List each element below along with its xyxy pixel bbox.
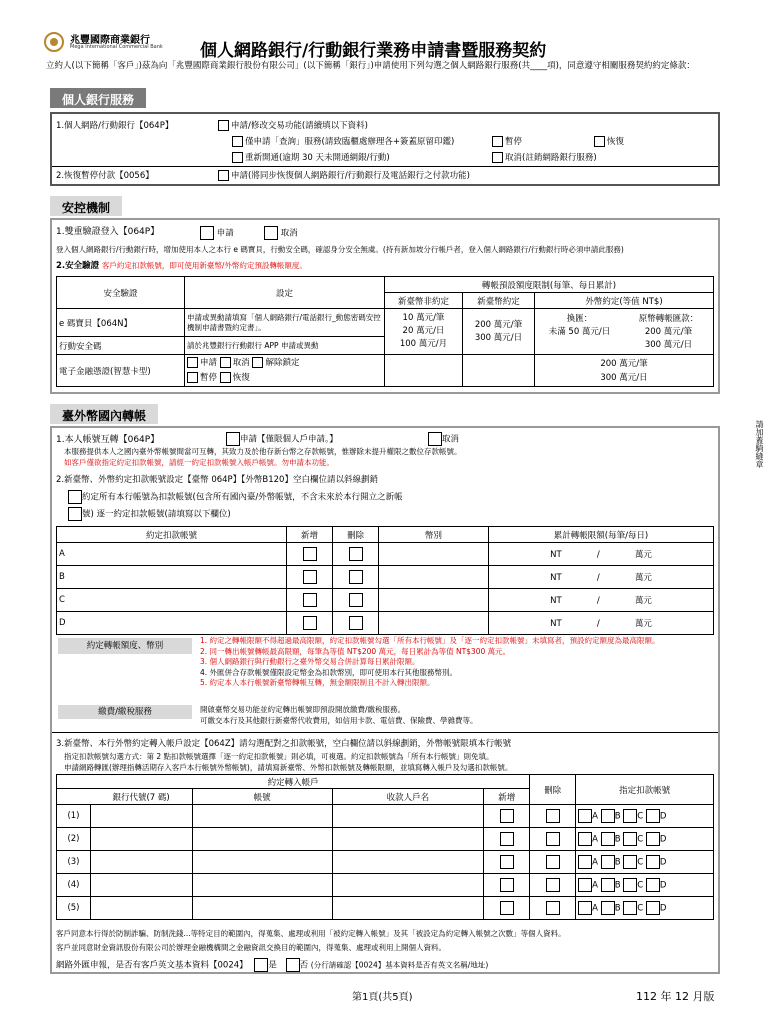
opt-d-label: D [659,834,667,845]
logo-name-en: Mega International Commercial Bank [70,44,163,50]
logo-name-zh: 兆豐國際商業銀行 [70,35,150,46]
slash: / [596,550,600,560]
suspend-checkbox[interactable] [492,136,503,147]
ntd-agreed-limits [463,309,535,355]
transfer-in-row-label: (2) [57,828,91,851]
row4-opt-d-checkbox[interactable] [646,878,660,892]
row1-designated-options [576,805,714,828]
opt-d-label: D [659,903,667,914]
query-only-checkbox[interactable] [232,136,243,147]
nt-label: NT [550,619,562,629]
mobile-code-setting: 請於兆豐銀行行動銀行 APP 申請或異動 [185,337,385,355]
fx-orig [624,311,713,352]
online-banking-apply-label: 申請/修改交易功能(請續填以下資料) [231,121,368,131]
cancel-service-label: 取消(註銷網路銀行服務) [505,153,597,163]
opt-b-label: B [614,857,621,868]
security-table [56,276,714,387]
debit-row-b [57,566,714,589]
limit-note: 1. 約定之轉帳限額不得超過最高限額，約定扣款帳號勾選「所有本行帳號」及「逐一約定扣款帳號」未填寫者，預設約定額度為最高限額。 [200,636,660,645]
payment-service-label: 繳費/繳稅服務 [58,705,192,719]
transfer-in-note-1: 指定扣款帳號勾選方式：第 2 點扣款帳號選擇「逐一約定扣款帳號」則必填，可複選。約定扣款帳號為「所有本行帳號」則免填。 [64,752,494,761]
fx-report-yes-checkbox[interactable] [254,958,268,972]
row3-add-checkbox[interactable] [500,855,514,869]
nt-label: NT [550,573,562,583]
reopen-checkbox[interactable] [232,152,243,163]
transfer-in-note-2: 申請網路轉匯(辦理指轉活期存入客戶本行帳號外幣帳號)，請填寫新臺幣、外幣扣款帳號及轉帳限額，並填寫轉入帳戶及勾選扣款帳號。 [64,763,513,772]
fx-report-no-label: 否 [299,960,309,971]
debit-c-limit[interactable] [489,589,714,612]
debit-b-limit[interactable] [489,566,714,589]
debit-a-currency-field[interactable] [379,543,489,566]
slash: / [596,573,600,583]
smartcard-suspend-label: 暫停 [200,372,218,383]
debit-c-currency-field[interactable] [379,589,489,612]
opt-a-label: A [592,834,598,845]
opt-b-label: B [614,811,621,822]
limit-notes [200,636,712,689]
restore-payment-label: 2.恢復暫停付款【0056】 [56,171,154,181]
payee-name-field[interactable] [332,805,484,828]
th-currency: 幣別 [379,527,489,543]
divider [52,166,718,167]
restore-label: 恢復 [607,137,625,147]
section-domestic-transfer: 臺外幣國內轉帳 [50,404,158,424]
th-debit-account: 約定扣款帳號 [57,527,287,543]
debit-row-label: D [57,612,287,635]
row5-opt-c-checkbox[interactable] [623,901,637,915]
ntd-nonagreed-1: 10 萬元/筆 [402,313,445,323]
all-accounts-checkbox[interactable] [68,490,82,504]
row5-opt-b-checkbox[interactable] [601,901,615,915]
section-security: 安控機制 [50,196,122,216]
opt-d-label: D [659,880,667,891]
self-transfer-cancel-checkbox[interactable] [428,432,442,446]
debit-row-label: C [57,589,287,612]
debit-c-add-checkbox[interactable] [303,593,317,607]
row2-opt-d-checkbox[interactable] [646,832,660,846]
payee-name-field[interactable] [332,851,484,874]
debit-a-delete-checkbox[interactable] [349,547,363,561]
row3-opt-c-checkbox[interactable] [623,855,637,869]
self-transfer-label: 1.本人帳號互轉【064P】 [56,435,160,445]
section-personal-banking: 個人銀行服務 [50,88,146,108]
payee-name-field[interactable] [332,828,484,851]
dual-auth-cancel-checkbox[interactable] [264,226,278,240]
bank-code-field[interactable] [90,851,192,874]
debit-b-add-checkbox[interactable] [303,570,317,584]
row4-opt-c-checkbox[interactable] [623,878,637,892]
th-payee-name: 收款人戶名 [332,789,484,805]
row1-delete-checkbox[interactable] [546,809,560,823]
th-limit: 轉帳預設額度限制(每筆、每日累計) [385,277,714,293]
th-designated: 指定扣款帳號 [576,775,714,805]
slash: / [596,619,600,629]
smartcard-apply-checkbox[interactable] [187,357,198,368]
slash: / [596,596,600,606]
transfer-in-row-2 [57,828,714,851]
debit-c-delete-checkbox[interactable] [349,593,363,607]
row3-opt-d-checkbox[interactable] [646,855,660,869]
smartcard-restore-checkbox[interactable] [220,372,231,383]
smartcard-cancel-label: 取消 [232,357,250,368]
dual-auth-cancel-label: 取消 [280,228,298,239]
divider [52,732,718,733]
smartcard-restore-label: 恢復 [232,372,250,383]
opt-a-label: A [592,811,598,822]
row2-opt-a-checkbox[interactable] [578,832,592,846]
unit-label: 萬元 [634,619,652,629]
opt-d-label: D [659,811,667,822]
restore-payment-apply-label: 申請(將同步恢復個人網路銀行/行動銀行及電話銀行之付款功能) [231,171,470,181]
transfer-in-row-label: (3) [57,851,91,874]
dual-auth-note: 登入個人網路銀行/行動銀行時，增加使用本人之本行 e 碼寶貝，行動安全碼，確認身分安全無虞。(持有新加坡分行帳戶者，登入個人網路銀行/行動銀行時必須申請此服務) [56,245,624,254]
account-field[interactable] [192,828,332,851]
nt-label: NT [550,550,562,560]
unit-label: 萬元 [634,573,652,583]
row5-add-checkbox[interactable] [500,901,514,915]
row2-add-checkbox[interactable] [500,832,514,846]
bank-code-field[interactable] [90,874,192,897]
th-fx-agreed: 外幣約定(等值 NT$) [535,293,714,309]
transfer-in-label: 3.新臺幣、本行外幣約定轉入帳戶設定【064Z】請勾選配對之扣款帳號，空白欄位請以斜線劃銷，外幣帳號限填本行帳號 [56,739,512,749]
bank-code-field[interactable] [90,805,192,828]
self-transfer-note: 本服務提供本人之國內臺外幣帳號間當可互轉，其致力及於他存新台幣之存款帳號，惟辦除未提升權限之數位存款帳號。 [64,447,462,456]
self-transfer-warning: 如客戶僅欲指定約定扣款帳號，請經一約定扣款帳號入帳戶帳號。勿申請本功能。 [64,458,334,467]
page-number: 第1頁(共5頁) [352,992,413,1003]
smartcard-cancel-checkbox[interactable] [220,357,231,368]
row4-opt-a-checkbox[interactable] [578,878,592,892]
account-field[interactable] [192,851,332,874]
fx-exchange [535,311,624,352]
row4-delete-checkbox[interactable] [546,878,560,892]
smartcard-unlock-checkbox[interactable] [252,357,263,368]
transfer-in-row-5 [57,897,714,920]
row1-opt-d-checkbox[interactable] [646,809,660,823]
limit-note: 3. 個人網路銀行與行動銀行之臺外幣交易合併計算每日累計限額。 [200,657,420,666]
restore-payment-checkbox[interactable] [218,170,229,181]
fx-agreed-limits [535,309,714,355]
th-ntd-nonagreed: 新臺幣非約定 [385,293,463,309]
opt-d-label: D [659,857,667,868]
transfer-in-row-1 [57,805,714,828]
th-delete: 刪除 [333,527,379,543]
th-bank-code: 銀行代號(7 碼) [90,789,192,805]
unit-label: 萬元 [634,550,652,560]
reopen-label: 重新開通(逾期 30 天未開通網銀/行動) [245,153,390,163]
self-transfer-apply-label: 申請【僅限個人戶申請。】 [240,434,338,445]
th-ntd-agreed: 新臺幣約定 [463,293,535,309]
fx-cert-2: 300 萬元/日 [600,372,648,383]
smartcard-fx-limits [535,355,714,387]
fx-orig-1: 200 萬元/筆 [644,327,693,337]
row2-delete-checkbox[interactable] [546,832,560,846]
row5-designated-options [576,897,714,920]
opt-c-label: C [637,903,644,914]
seal-note: 請加蓋騎縫章 [755,420,764,468]
ntd-nonagreed-limits [385,309,463,355]
opt-c-label: C [637,811,644,822]
specific-accounts-label: 號) 逐一約定扣款帳號(請填寫以下欄位) [82,509,231,520]
row3-delete-checkbox[interactable] [546,855,560,869]
specific-accounts-checkbox[interactable] [68,507,82,521]
fx-report-note: (分行請確認【0024】基本資料是否有英文名稱/地址) [310,960,489,970]
row2-designated-options [576,828,714,851]
smartcard-ntd-nonagreed [385,355,463,387]
mobile-code-name: 行動安全碼 [57,337,185,355]
smartcard-unlock-label: 解除鎖定 [265,357,300,368]
smartcard-ntd-agreed [463,355,535,387]
security-verify-note: 客戶約定扣款帳號，即可使用新臺幣/外幣約定預設轉帳額度。 [101,261,307,270]
limit-note: 4. 外匯併合存款帳號僅限設定幣金為扣款幣別，即可使用本行其他服務幣別。 [200,667,458,677]
fx-report-label: 網路外匯申報，是否有客戶英文基本資料【0024】 [56,960,248,971]
opt-b-label: B [614,834,621,845]
th-add: 新增 [287,527,333,543]
ntd-agreed-1: 200 萬元/筆 [474,319,523,330]
debit-a-add-checkbox[interactable] [303,547,317,561]
debit-row-label: B [57,566,287,589]
self-transfer-cancel-label: 取消 [442,434,460,445]
payment-service-line: 開啟臺幣交易功能並約定轉出帳號即預設開放繳費/繳稅服務。 [200,705,406,714]
bank-code-field[interactable] [90,828,192,851]
account-field[interactable] [192,874,332,897]
debit-row-label: A [57,543,287,566]
debit-d-add-checkbox[interactable] [303,616,317,630]
transfer-in-row-label: (5) [57,897,91,920]
opt-b-label: B [614,880,621,891]
transfer-in-row-label: (4) [57,874,91,897]
bank-logo [44,30,162,56]
transfer-in-row-3 [57,851,714,874]
th-transfer-limit: 累計轉帳限額(每筆/每日) [489,527,714,543]
payment-service-line: 可繳交本行及其他銀行新臺幣代收費用，如信用卡款、電信費、保險費、學雜費等。 [200,716,478,725]
fx-orig-label: 原幣轉帳匯款： [638,314,699,324]
debit-b-delete-checkbox[interactable] [349,570,363,584]
debit-row-a [57,543,714,566]
intro-text: 立約人(以下簡稱「客戶」)茲為向「兆豐國際商業銀行股份有限公司」(以下簡稱「銀行」)申請使用下列勾選之個人網路銀行服務(共____項)，同意遵守相關服務契約約定條款： [46,61,695,71]
opt-c-label: C [637,880,644,891]
smartcard-suspend-checkbox[interactable] [187,372,198,383]
transfer-in-row-label: (1) [57,805,91,828]
dual-auth-apply-label: 申請 [216,228,234,239]
debit-row-d [57,612,714,635]
nt-label: NT [550,596,562,606]
smartcard-options [185,355,385,387]
restore-checkbox[interactable] [594,136,605,147]
debit-b-currency-field[interactable] [379,566,489,589]
row5-opt-a-checkbox[interactable] [578,901,592,915]
bank-code-field[interactable] [90,897,192,920]
opt-b-label: B [614,903,621,914]
consent-line-2: 客戶並同意財金資訊股份有限公司於辦理金融機構間之金融資訊交換目的範圍內，得蒐集、處理或利用上開個人資料。 [56,943,446,952]
online-banking-label: 1.個人網路/行動銀行【064P】 [56,121,174,131]
row4-designated-options [576,874,714,897]
ntd-nonagreed-2: 20 萬元/日 [402,326,445,336]
row1-opt-b-checkbox[interactable] [601,809,615,823]
row4-add-checkbox[interactable] [500,878,514,892]
account-field[interactable] [192,897,332,920]
row4-opt-b-checkbox[interactable] [601,878,615,892]
debit-a-limit[interactable] [489,543,714,566]
bank-logo-icon [44,32,64,52]
th-add: 新增 [484,789,530,805]
th-security: 安全驗證 [57,277,185,309]
all-accounts-label: 約定所有本行帳號為扣款帳號(包含所有國內臺/外幣帳號，不含未來於本行開立之新帳 [82,492,403,503]
debit-d-delete-checkbox[interactable] [349,616,363,630]
row3-opt-b-checkbox[interactable] [601,855,615,869]
smartcard-name: 電子金融憑證(智慧卡型) [57,355,185,387]
row1-opt-a-checkbox[interactable] [578,809,592,823]
limit-note: 5. 約定本人本行帳號新臺幣轉帳互轉，無金額限制且不計入轉出限額。 [200,678,435,687]
account-field[interactable] [192,805,332,828]
query-only-label: 僅申請「查詢」服務(請致臨櫃處辦理各+簽蓋原留印鑑) [245,137,455,147]
ecode-name: e 碼寶貝【064N】 [57,309,185,337]
ntd-agreed-2: 300 萬元/日 [474,332,523,343]
form-version: 112 年 12 月版 [636,990,715,1003]
ecode-setting: 申請或異動請填寫「個人網路銀行/電話銀行_動態密碼安控機制申請書暨約定書」。 [185,309,385,337]
ntd-nonagreed-3: 100 萬元/月 [399,339,448,349]
fx-orig-2: 300 萬元/日 [644,340,693,350]
row1-opt-c-checkbox[interactable] [623,809,637,823]
th-account: 帳號 [192,789,332,805]
unit-label: 萬元 [634,596,652,606]
consent-line-1: 客戶同意本行得於防制詐騙、防制洗錢...等特定目的範圍內，得蒐集、處理或利用「被約定轉入帳號」及其「被設定為約定轉入帳號之次數」等個人資料。 [56,929,566,938]
limit-currency-label: 約定轉帳額度、幣別 [58,638,192,654]
row2-opt-b-checkbox[interactable] [601,832,615,846]
transfer-in-table [56,774,714,920]
security-verify-label: 2.安全驗證 [56,261,100,271]
payment-service-text [200,704,478,726]
debit-d-limit[interactable] [489,612,714,635]
self-transfer-apply-checkbox[interactable] [226,432,240,446]
row3-opt-a-checkbox[interactable] [578,855,592,869]
opt-c-label: C [637,857,644,868]
debit-row-c [57,589,714,612]
dual-auth-apply-checkbox[interactable] [200,226,214,240]
fx-report-no-checkbox[interactable] [286,958,300,972]
smartcard-apply-label: 申請 [200,357,218,368]
row2-opt-c-checkbox[interactable] [623,832,637,846]
opt-c-label: C [637,834,644,845]
cancel-service-checkbox[interactable] [492,152,503,163]
th-transfer-in: 約定轉入帳戶 [57,775,530,789]
online-banking-apply-checkbox[interactable] [218,120,229,131]
debit-d-currency-field[interactable] [379,612,489,635]
payee-name-field[interactable] [332,897,484,920]
opt-a-label: A [592,880,598,891]
th-setting: 設定 [185,277,385,309]
opt-a-label: A [592,857,598,868]
limit-note: 2. 同一轉出帳號轉帳最高限額，每筆為等值 NT$200 萬元，每日累計為等值 NT$300 萬元。 [200,646,511,656]
row3-designated-options [576,851,714,874]
dual-auth-label: 1.雙重驗證登入【064P】 [56,227,160,237]
row1-add-checkbox[interactable] [500,809,514,823]
payee-name-field[interactable] [332,874,484,897]
suspend-label: 暫停 [505,137,523,147]
fx-exchange-value: 未滿 50 萬元/日 [548,327,611,337]
row5-delete-checkbox[interactable] [546,901,560,915]
transfer-in-row-4 [57,874,714,897]
fx-exchange-label: 換匯： [566,314,593,324]
debit-account-table [56,526,714,635]
form-title: 個人網路銀行/行動銀行業務申請書暨服務契約 [200,41,547,61]
th-delete: 刪除 [530,775,576,805]
row5-opt-d-checkbox[interactable] [646,901,660,915]
debit-account-label: 2.新臺幣、外幣約定扣款帳號設定【臺幣 064P】【外幣B120】空白欄位請以斜線劃銷 [56,475,378,485]
fx-report-yes-label: 是 [268,960,277,971]
opt-a-label: A [592,903,598,914]
fx-cert-1: 200 萬元/筆 [600,358,648,369]
